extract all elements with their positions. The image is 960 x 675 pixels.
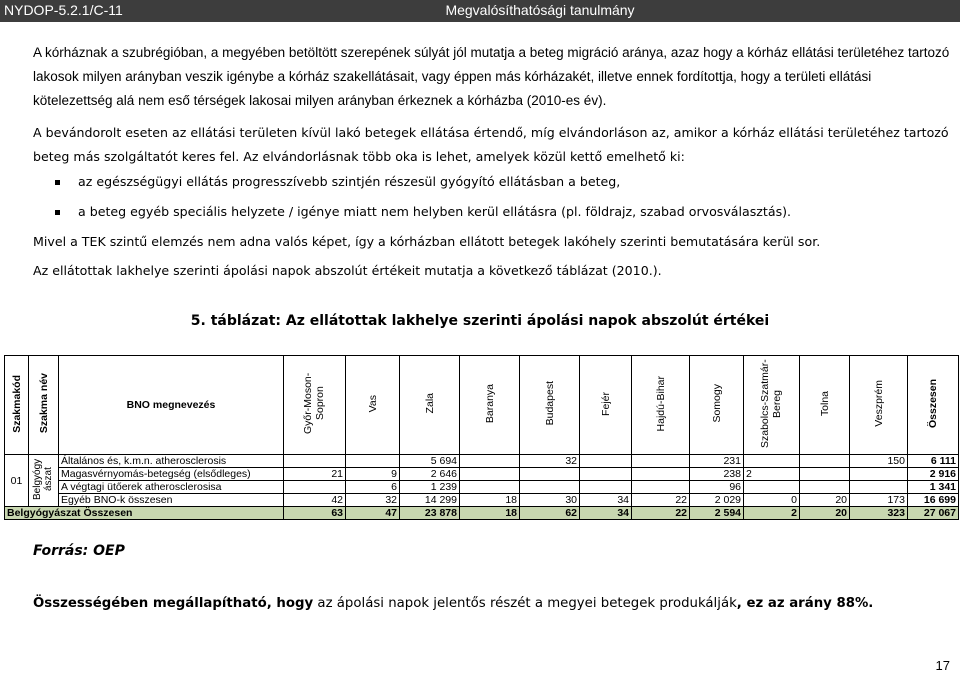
value-cell: 2 646: [400, 468, 460, 481]
header-total: Összesen: [908, 356, 959, 455]
total-value-cell: 62: [520, 507, 580, 520]
value-cell: 20: [800, 494, 850, 507]
bullet-square-icon: [55, 210, 60, 215]
total-value-cell: 47: [346, 507, 400, 520]
header-county: Tolna: [800, 356, 850, 455]
value-cell: 173: [850, 494, 908, 507]
bno-cell: A végtagi ütőerek atherosclerosisa: [59, 481, 284, 494]
total-value-cell: 18: [460, 507, 520, 520]
header-szakmakod: Szakmakód: [5, 356, 29, 455]
value-cell: 1 239: [400, 481, 460, 494]
care-days-table: [4, 355, 959, 520]
value-cell: 2 029: [690, 494, 744, 507]
header-county: Zala: [400, 356, 460, 455]
total-value-cell: 2: [744, 507, 800, 520]
bullet-square-icon: [55, 180, 60, 185]
header-county: Hajdú-Bihar: [632, 356, 690, 455]
total-cell: 6 111: [908, 455, 959, 468]
bullet-text: az egészségügyi ellátás progresszívebb szintjén részesül gyógyító ellátásban a beteg,: [78, 174, 621, 189]
value-cell: 34: [580, 494, 632, 507]
table-row: [5, 494, 959, 507]
bno-cell: Egyéb BNO-k összesen: [59, 494, 284, 507]
group-name: Belgyógy ászat: [29, 455, 59, 507]
source-note: Forrás: OEP: [33, 543, 125, 559]
value-cell: 22: [632, 494, 690, 507]
bno-cell: Általános és, k.m.n. atherosclerosis: [59, 455, 284, 468]
conclusion-bold-start: Összességében megállapítható, hogy: [33, 596, 314, 611]
conclusion-text: az ápolási napok jelentős részét a megyei betegek produkálják: [313, 596, 737, 611]
paragraph-tek: Mivel a TEK szintű elemzés nem adna valós képet, így a kórházban ellátott betegek lakóhely szerinti bemutatására kerül sor.: [33, 234, 821, 249]
total-row-label: Belgyógyászat Összesen: [5, 507, 284, 520]
table-total-row: [5, 507, 959, 520]
value-cell: 2: [744, 468, 800, 481]
value-cell: 14 299: [400, 494, 460, 507]
total-value-cell: 23 878: [400, 507, 460, 520]
value-cell: 0: [744, 494, 800, 507]
bno-cell: Magasvérnyomás-betegség (elsődleges): [59, 468, 284, 481]
value-cell: 21: [284, 468, 346, 481]
value-cell: 42: [284, 494, 346, 507]
header-county: Veszprém: [850, 356, 908, 455]
total-value-cell: 2 594: [690, 507, 744, 520]
table-row: [5, 468, 959, 481]
value-cell: 238: [690, 468, 744, 481]
paragraph-immigration: A bevándorolt eseten az ellátási területen kívül lakó betegek ellátása értendő, míg elvándorláson az, amikor a kórház ellátási területéhez tartozó beteg más szolgáltatót keres fel. Az elvándorlásnak több oka is lehet, amelyek közül kettő emelhető ki:: [33, 125, 949, 164]
header-county: Győr-Moson-Sopron: [284, 356, 346, 455]
total-value-cell: 20: [800, 507, 850, 520]
value-cell: 32: [520, 455, 580, 468]
value-cell: 96: [690, 481, 744, 494]
table-header-row: [5, 356, 959, 455]
header-county: Szabolcs-Szatmár-Bereg: [744, 356, 800, 455]
header-county: Budapest: [520, 356, 580, 455]
value-cell: 30: [520, 494, 580, 507]
total-cell: 1 341: [908, 481, 959, 494]
header-county: Fejér: [580, 356, 632, 455]
total-value-cell: 22: [632, 507, 690, 520]
page-header: [0, 0, 960, 22]
total-value-cell: 34: [580, 507, 632, 520]
total-cell: 2 916: [908, 468, 959, 481]
header-bno: BNO megnevezés: [59, 356, 284, 455]
value-cell: 231: [690, 455, 744, 468]
paragraph-migration: A kórháznak a szubrégióban, a megyében betöltött szerepének súlyát jól mutatja a beteg migráció aránya, azaz hogy a kórház ellátási területéhez tartozó lakosok milyen arányban veszik igénybe a kórház szakellátásait, vagy éppen más kórházakét, illetve ennek fordítottja, hogy a területi ellátási kötelezettség alá nem eső térségek lakosai milyen arányban érkeznek a kórházba (2010-es év).: [33, 45, 950, 108]
header-county: Vas: [346, 356, 400, 455]
grand-total-cell: 27 067: [908, 507, 959, 520]
document-code: NYDOP-5.2.1/C-11: [4, 2, 123, 18]
header-szakma-nev: Szakma név: [29, 356, 59, 455]
total-value-cell: 63: [284, 507, 346, 520]
group-code: 01: [5, 455, 29, 507]
total-value-cell: 323: [850, 507, 908, 520]
value-cell: 5 694: [400, 455, 460, 468]
table-caption: 5. táblázat: Az ellátottak lakhelye szerinti ápolási napok abszolút értékei: [190, 313, 770, 329]
value-cell: 150: [850, 455, 908, 468]
bullet-text: a beteg egyéb speciális helyzete / igénye miatt nem helyben kerül ellátásra (pl. földrajz, szabad orvosválasztás).: [78, 204, 792, 219]
conclusion: [33, 596, 873, 611]
header-county: Baranya: [460, 356, 520, 455]
header-county: Somogy: [690, 356, 744, 455]
conclusion-bold-end: , ez az arány 88%.: [736, 596, 874, 611]
document-title: Megvalósíthatósági tanulmány: [445, 2, 635, 18]
value-cell: 18: [460, 494, 520, 507]
value-cell: 9: [346, 468, 400, 481]
table-row: [5, 455, 959, 468]
paragraph-table-intro: Az ellátottak lakhelye szerinti ápolási napok abszolút értékeit mutatja a következő táblázat (2010.).: [33, 263, 662, 278]
total-cell: 16 699: [908, 494, 959, 507]
table-row: [5, 481, 959, 494]
page-number: 17: [935, 658, 950, 673]
value-cell: 32: [346, 494, 400, 507]
value-cell: 6: [346, 481, 400, 494]
